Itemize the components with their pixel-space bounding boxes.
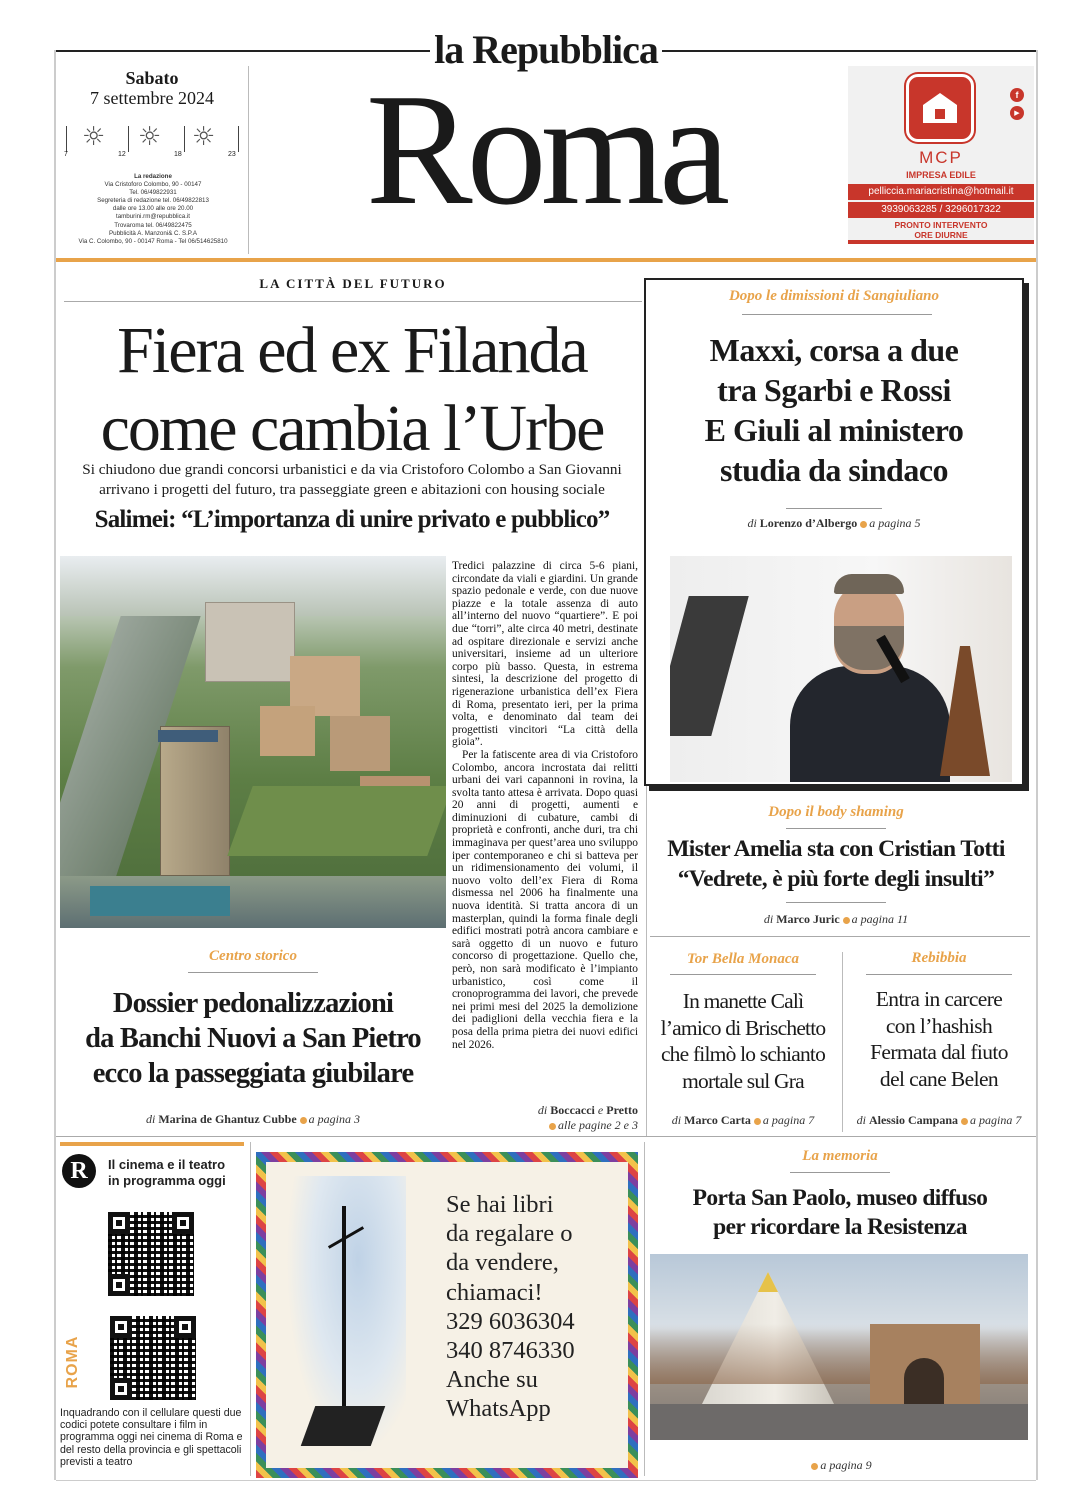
lead-page-ref: alle pagine 2 e 3 (558, 1118, 638, 1132)
repubblica-logo: R (62, 1154, 96, 1188)
redazione-box (60, 173, 246, 246)
youtube-icon[interactable]: ▶ (1010, 106, 1024, 120)
torbella-headline[interactable] (648, 988, 838, 1094)
headline-line: Dossier pedonalizzazioni (112, 988, 394, 1019)
edition-title: Roma (365, 60, 725, 238)
roma-side-label: ROMA (64, 1335, 81, 1389)
headline-line: mortale sul Gra (682, 1068, 804, 1093)
redazione-line: dalle ore 13.00 alle ore 20.00 (112, 205, 194, 213)
headline-line: da Banchi Nuovi a San Pietro (85, 1023, 421, 1054)
qr-code-cinema[interactable] (108, 1212, 194, 1296)
mcp-note: PRONTO INTERVENTO (894, 220, 988, 230)
memoria-page: a pagina 9 (648, 1458, 1032, 1473)
sun-icon: ☼ (192, 122, 216, 152)
maxxi-box[interactable] (644, 278, 1024, 786)
headline-line: Entra in carcere (875, 987, 1003, 1011)
centro-headline[interactable] (56, 986, 450, 1091)
temp-high: 23 (228, 151, 236, 158)
lead-standfirst (56, 460, 648, 500)
amelia-kicker: Dopo il body shaming (768, 804, 904, 820)
lead-photo (60, 556, 446, 928)
redazione-line: Segreteria di redazione tel. 06/49822813 (97, 197, 209, 205)
headline-line: studia da sindaco (719, 452, 949, 488)
redazione-line: Via C. Colombo, 90 - 00147 Roma - Tel 06/514625810 (78, 237, 228, 245)
lead-byline[interactable]: di Boccacci e Pretto alle pagine 2 e 3 (537, 1103, 638, 1132)
headline-line: “Vedrete, è più forte degli insulti” (677, 866, 995, 892)
headline-line: del cane Belen (879, 1066, 999, 1091)
facebook-icon[interactable]: f (1010, 88, 1024, 102)
rebibbia-headline[interactable] (846, 986, 1032, 1092)
temp-high: 12 (118, 151, 126, 158)
headline-line: Mister Amelia sta con Cristian Totti (667, 836, 1005, 862)
mcp-subtitle: IMPRESA EDILE (906, 170, 976, 180)
redazione-title: La redazione (134, 173, 172, 180)
lead-headline[interactable] (56, 312, 648, 468)
memoria-headline[interactable] (648, 1184, 1032, 1242)
lead-body (452, 560, 638, 1051)
sun-icon: ☼ (138, 122, 162, 152)
headline-line: Maxxi, corsa a due (709, 332, 959, 368)
headline-line: tra Sgarbi e Rossi (717, 372, 951, 408)
lead-subhead: Salimei: “L’importanza di unire privato e pubblico” (94, 506, 610, 533)
standfirst-line: arrivano i progetti del futuro, tra passeggiate green e abitazioni con housing sociale (99, 481, 605, 498)
torbella-kicker: Tor Bella Monaca (687, 951, 799, 967)
centro-kicker: Centro storico (209, 948, 297, 964)
brand-name: la Repubblica (434, 27, 658, 72)
mcp-ad[interactable] (848, 66, 1034, 244)
issue-date: 7 settembre 2024 (90, 88, 214, 108)
books-ad[interactable] (256, 1152, 638, 1478)
cinema-caption: Inquadrando con il cellulare questi due codici potete consultare i film in programma oggi nei cinema di Roma e del resto della provincia e gli spettacoli previsti a teatro (60, 1407, 243, 1468)
maxxi-byline: di Lorenzo d’Albergo a pagina 5 (747, 516, 921, 530)
headline-line: ecco la passeggiata giubilare (92, 1058, 414, 1089)
headline-line: E Giuli al ministero (704, 412, 964, 448)
redazione-line: Trovaroma tel. 06/49822475 (114, 221, 192, 229)
centro-byline: di Marina de Ghantuz Cubbe a pagina 3 (145, 1112, 361, 1126)
maxxi-photo (670, 556, 1012, 782)
weather-strip (62, 122, 244, 160)
headline-line: In manette Calì (682, 989, 804, 1013)
memoria-kicker: La memoria (802, 1148, 878, 1164)
headline-line: che filmò lo schianto (660, 1042, 826, 1066)
sun-icon: ☼ (82, 122, 106, 152)
section-label: LA CITTÀ DEL FUTURO (259, 276, 447, 291)
body-paragraph: Tredici palazzine di circa 5-6 piani, circondate da viali e giardini. Un grande spazio pedonale e verde, con due nuove piazze e la totale assenza di auto all’interno del nuovo “quartiere”. E poi due “torri”, alte circa 40 metri, destinate ad ospitare direzionale e servizi anche universitari, insieme ad un ulteriore corpo più basso. Questa, in estrema sintesi, la descrizione del progetto di rigenerazione urbanistica dell’ex Fiera di Roma, presentato ieri, per la prima volta, e denominato dal team dei progettisti vincitori “La città della gioia”. (452, 560, 638, 749)
redazione-line: tamburini.rm@repubblica.it (115, 213, 191, 221)
temp-high: 18 (174, 151, 182, 158)
cinema-title: Il cinema e il teatro in programma oggi (108, 1157, 226, 1188)
mcp-email[interactable]: pelliccia.mariacristina@hotmail.it (848, 184, 1034, 200)
headline-line: per ricordare la Resistenza (713, 1214, 967, 1240)
rebibbia-byline: di Alessio Campana a pagina 7 (856, 1113, 1022, 1127)
mcp-note: ORE DIURNE (914, 230, 968, 240)
amelia-byline: di Marco Juric a pagina 11 (763, 912, 909, 926)
redazione-line: Pubblicità A. Manzoni& C. S.P.A (109, 229, 197, 237)
lead-headline-line: come cambia l’Urbe (100, 392, 604, 465)
books-ad-text: Se hai libri da regalare o da vendere, chiamaci! 329 6036304 340 8746330 Anche su WhatsApp (446, 1191, 575, 1423)
pyramid-photo (650, 1254, 1028, 1440)
book-sculpture-image (286, 1176, 406, 1456)
qr-code-teatro[interactable] (110, 1316, 196, 1400)
headline-line: con l’hashish (885, 1013, 993, 1038)
redazione-line: Tel. 06/49822931 (129, 189, 177, 197)
amelia-headline[interactable] (648, 834, 1024, 894)
maxxi-headline (656, 330, 1012, 490)
body-paragraph: Per la fatiscente area di via Cristoforo Colombo, ancora incrostata dai relitti urbani dei vari capannoni in rovina, la svolta tanto attesa è arrivata. Dopo quasi 20 anni di progetti, aumenti e diminuzioni di cubature, cambi di proprietà e confronti, anche duri, tra chi immaginava per quest’area uno sviluppo iper contemporaneo e chi si batteva per un ridimensionamento dei volumi, il nuovo volto dell’ex Fiera di Roma dismessa nel 2006 ha finalmente una nuova identità. Si tratta ancora di un masterplan, quindi la forma finale degli edifici mostrati potrà ancora cambiare e sarà oggetto di un nuovo e futuro concorso di progettazione. Quello che, però, non sarà modificato è l’impianto urbanistico, così come il cronoprogramma dei lavori, che prevede nei primi mesi del 2025 la demolizione dei padiglioni della vecchia fiera e la posa della prima pietra dei nuovi edifici nel 2026. (452, 748, 638, 1051)
headline-line: Fermata dal fiuto (870, 1040, 1008, 1064)
standfirst-line: Si chiudono due grandi concorsi urbanistici e da via Cristoforo Colombo a San Giovanni (82, 461, 622, 478)
temp-low: 7 (64, 151, 68, 158)
torbella-byline: di Marco Carta a pagina 7 (671, 1113, 815, 1127)
redazione-line: Via Cristoforo Colombo, 90 - 00147 (104, 181, 202, 189)
issue-day: Sabato (125, 68, 179, 88)
maxxi-kicker: Dopo le dimissioni di Sangiuliano (728, 288, 940, 304)
mcp-logo-text: MCP (919, 148, 963, 167)
headline-line: Porta San Paolo, museo diffuso (692, 1185, 988, 1211)
mcp-logo-icon (906, 74, 974, 142)
headline-line: l’amico di Brischetto (660, 1015, 826, 1040)
mcp-phones[interactable]: 3939063285 / 3296017322 (848, 202, 1034, 218)
rebibbia-kicker: Rebibbia (911, 950, 967, 966)
lead-headline-line: Fiera ed ex Filanda (117, 314, 587, 387)
